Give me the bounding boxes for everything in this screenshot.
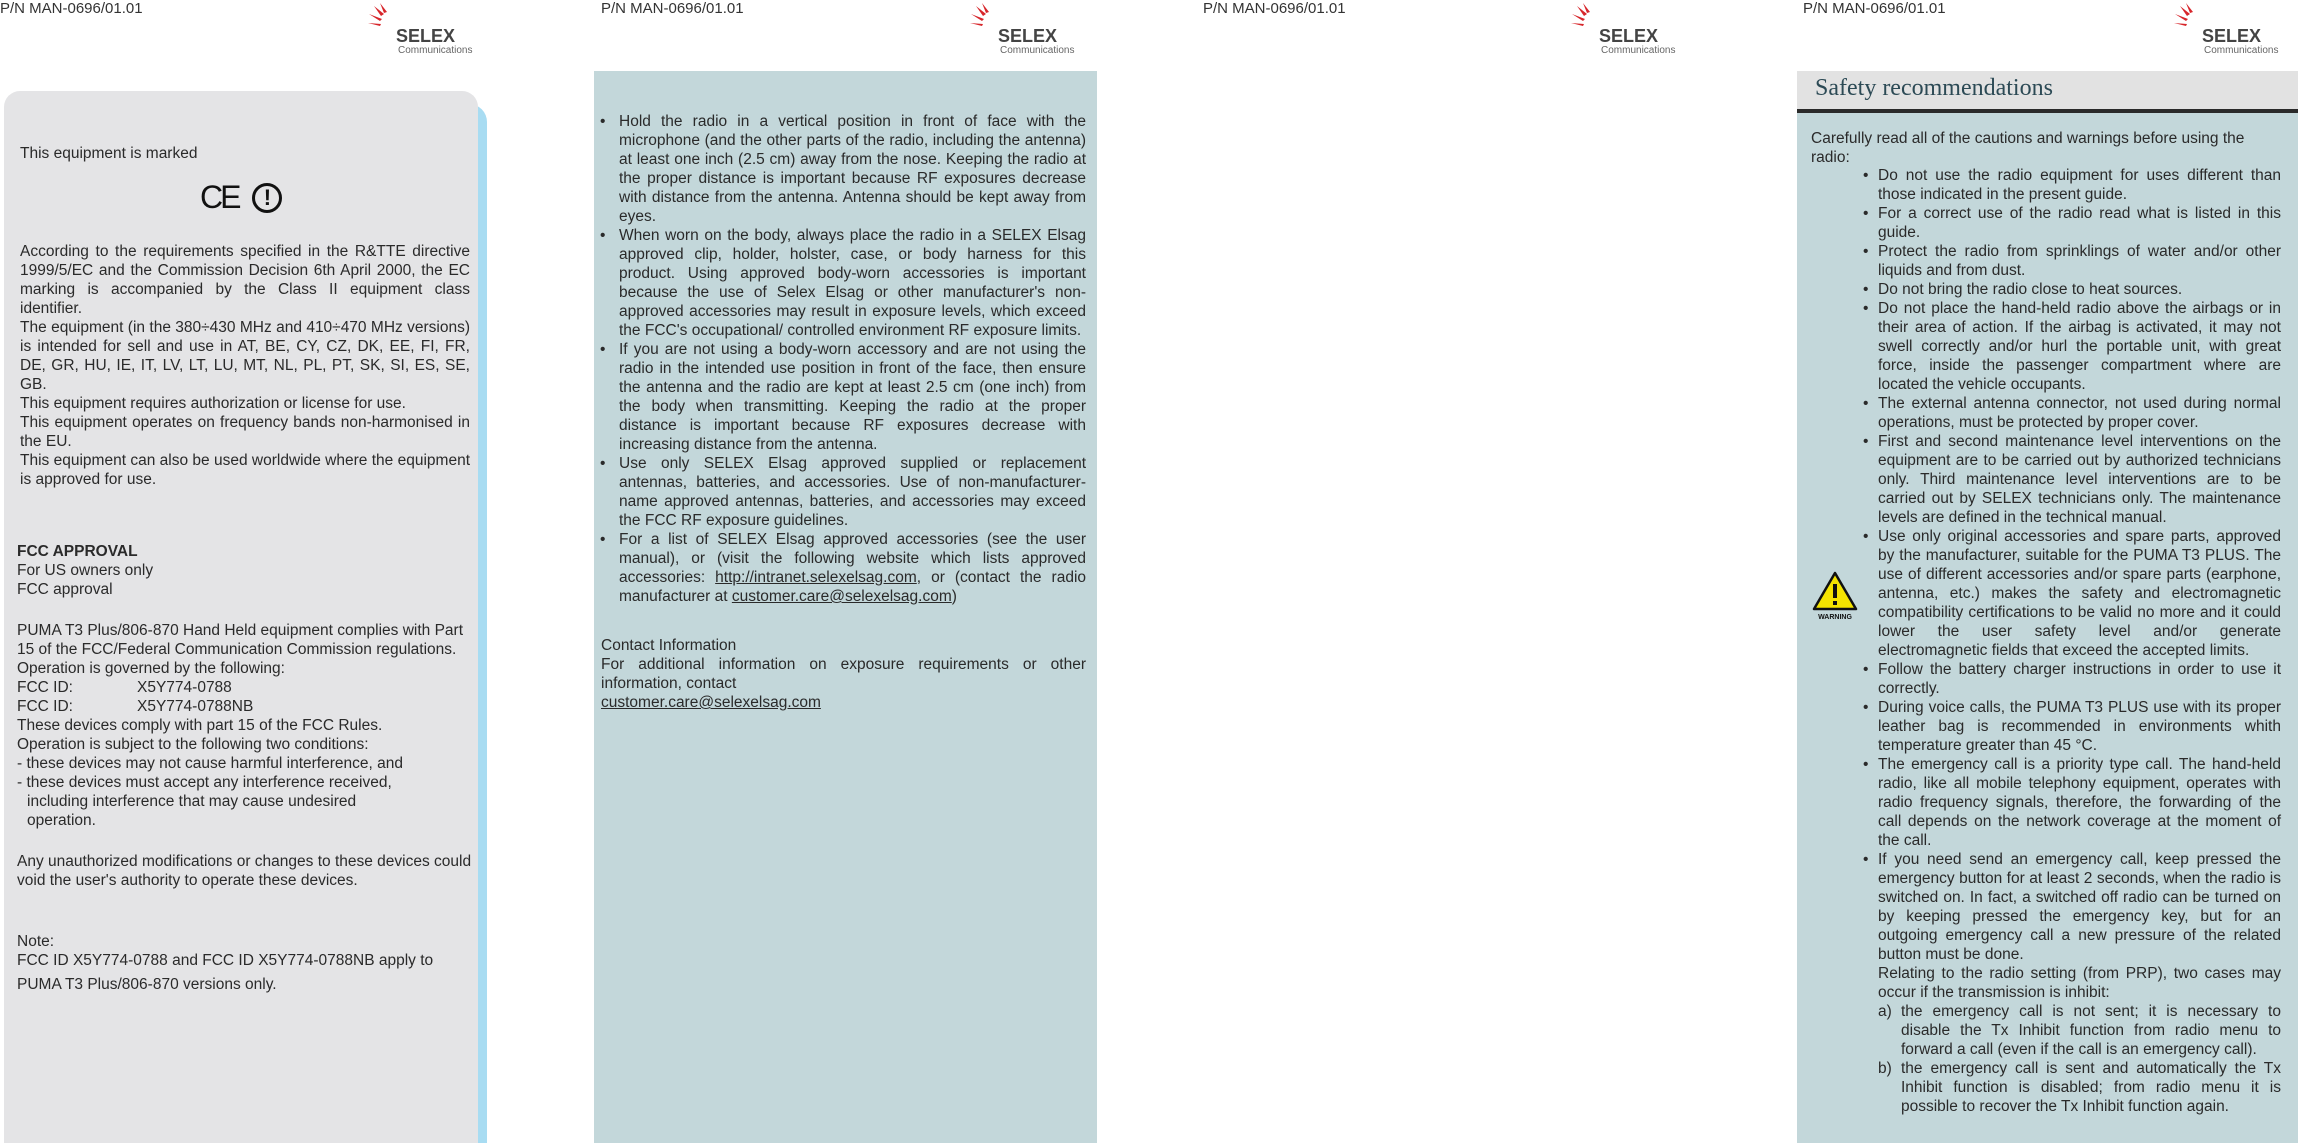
warning-icon <box>1812 571 1858 621</box>
rf-exposure-list <box>600 112 1086 606</box>
list-item: • Follow the battery charger instructions in order to use it correctly. <box>1863 660 2281 698</box>
list-item: • If you are not using a body-worn accessory and are not using the radio in the intended use position in front of the face, then ensure the antenna and the radio are kept at least 2.5 cm (one inch) from the body when transmitting. Keeping the radio at the proper distance is important because RF exposures decrease with increasing distance from the antenna. <box>600 340 1086 454</box>
list-item: • Protect the radio from sprinklings of water and/or other liquids and from dust. <box>1863 242 2281 280</box>
part-number: P/N MAN-0696/01.01 <box>601 0 744 17</box>
part-number: P/N MAN-0696/01.01 <box>0 0 143 17</box>
svg-text:Communications: Communications <box>1000 45 1075 56</box>
svg-text:SELEX: SELEX <box>1599 26 1659 46</box>
list-item: • Hold the radio in a vertical position in front of face with the microphone (and the other parts of the radio, including the antenna) at least one inch (2.5 cm) away from the nose. Keeping the radio at the proper distance is important because RF exposures decrease with distance from the antenna. Antenna should be kept away from eyes. <box>600 112 1086 226</box>
rtte-paragraph: According to the requirements specified in the R&TTE directive 1999/5/EC and the Commission Decision 6th April 2000, the EC marking is accompanied by the Class II equipment class identifier. The equipment (in the 380÷430 MHz and 410÷470 MHz versions) is intended for sell and use in AT, BE, CY, CZ, DK, EE, FI, FR, DE, GR, HU, IE, IT, LV, LT, LU, MT, NL, PL, PT, SK, SI, ES, SE, GB. This equipment requires authorization or license for use. This equipment operates on frequency bands non-harmonised in the EU. This equipment can also be used worldwide where the equipment is approved for use. <box>20 243 470 488</box>
part-number: P/N MAN-0696/01.01 <box>1803 0 1946 17</box>
contact-section: Contact Information For additional information on exposure requirements or other information, contact customer.care@selexelsag.com <box>601 637 1086 711</box>
fcc-section: FCC APPROVAL For US owners only FCC approval PUMA T3 Plus/806-870 Hand Held equipment complies with Part 15 of the FCC/Federal Communication Commission regulations. Operation is governed by the following: FCC ID: X5Y774-0788 FCC ID: X5Y774-0788NB These devices comply with part 15 of the FCC Rules. Operation is subject to the following two conditions: - these devices may not cause harmful interference, and - these devices must accept any interference received, including interference that may cause undesired operation. Any unauthorized modifications or changes to these devices could void the user's authority to operate these devices. Note: FCC ID X5Y774-0788 and FCC ID X5Y774-0788NB apply to PUMA T3 Plus/806-870 versions only. <box>17 543 472 993</box>
selex-logo <box>2170 0 2290 58</box>
ce-mark-icon: CE <box>200 179 239 215</box>
contact-title: Contact Information <box>601 637 737 654</box>
svg-text:SELEX: SELEX <box>2202 26 2262 46</box>
list-item: • If you need send an emergency call, keep pressed the emergency button for at least 2 seconds, when the radio is switched on. In fact, a switched off radio can be turned on by keeping pressed the emergency key, but for an outgoing emergency call a new pressure of the related button must be done. Relating to the radio setting (from PRP), two cases may occur if the transmission is inhibit: a) the emergency call is not sent; it is necessary to disable the Tx Inhibit function from radio menu to forward a call (even if the call is an emergency call). b) the emergency call is sent and automatically the Tx Inhibit function is disabled; from radio menu it is possible to recover the Tx Inhibit function again. <box>1863 850 2281 1116</box>
selex-logo <box>966 0 1086 58</box>
svg-text:Communications: Communications <box>2204 45 2279 56</box>
alert-mark-icon: ! <box>252 183 282 213</box>
section-title: Safety recommendations <box>1815 75 2053 101</box>
fcc-title: FCC APPROVAL <box>17 543 138 560</box>
svg-text:Communications: Communications <box>1601 45 1676 56</box>
part-number: P/N MAN-0696/01.01 <box>1203 0 1346 17</box>
list-item: • Do not bring the radio close to heat sources. <box>1863 280 2281 299</box>
list-item: • The emergency call is a priority type call. The hand-held radio, like all mobile telephony equipment, operates with radio frequency signals, therefore, the forwarding of the call depends on the network coverage at the moment of the call. <box>1863 755 2281 850</box>
safety-list <box>1863 166 2281 1116</box>
safety-intro: Carefully read all of the cautions and warnings before using the radio: <box>1811 130 2245 166</box>
list-item: • First and second maintenance level interventions on the equipment are to be carried out by authorized technicians only. Third maintenance level interventions are to be carried out by SELEX technicians only. The maintenance levels are defined in the technical manual. <box>1863 432 2281 527</box>
selex-logo <box>1567 0 1687 58</box>
svg-text:Communications: Communications <box>398 45 473 56</box>
list-item: • The external antenna connector, not used during normal operations, must be protected by proper cover. <box>1863 394 2281 432</box>
list-item: • For a list of SELEX Elsag approved accessories (see the user manual), or (visit the following website which lists approved accessories: http://intranet.selexelsag.com, or (contact the radio manufacturer at customer.care@selexelsag.com) <box>600 530 1086 606</box>
list-item: • Use only original accessories and spare parts, approved by the manufacturer, suitable for the PUMA T3 PLUS. The use of different accessories and/or spare parts (earphone, antenna, etc.) makes the safety and electromagnetic compatibility certifications to be valid no more and it could lower the user safety level and/or generate electromagnetic fields that exceed the accepted limits. <box>1863 527 2281 660</box>
list-item: • During voice calls, the PUMA T3 PLUS use with its proper leather bag is recommended in environments whith temperature greater than 45 °C. <box>1863 698 2281 755</box>
list-item: • Do not place the hand-held radio above the airbags or in their area of action. If the airbag is activated, it may not swell correctly and/or hurl the portable unit, with great force, inside the passenger compartment where are located the vehicle occupants. <box>1863 299 2281 394</box>
svg-text:SELEX: SELEX <box>998 26 1058 46</box>
svg-text:WARNING: WARNING <box>1818 614 1852 621</box>
support-email-link[interactable]: customer.care@selexelsag.com <box>731 588 952 605</box>
list-item: • Use only SELEX Elsag approved supplied or replacement antennas, batteries, and accessories. Use of non-manufacturer-name approved antennas, batteries, and accessories may exceed the FCC RF exposure guidelines. <box>600 454 1086 530</box>
accessories-link[interactable]: http://intranet.selexelsag.com <box>715 569 917 586</box>
contact-email-link[interactable]: customer.care@selexelsag.com <box>601 694 821 711</box>
case-a: a) the emergency call is not sent; it is necessary to disable the Tx Inhibit function from radio menu to forward a call (even if the call is an emergency call). <box>1878 1003 2281 1058</box>
section-header <box>1797 71 2298 113</box>
list-item: • For a correct use of the radio read what is listed in this guide. <box>1863 204 2281 242</box>
list-item: • When worn on the body, always place the radio in a SELEX Elsag approved clip, holder, holster, case, or body harness for this product. Using approved body-worn accessories is important because the use of Selex Elsag or other manufacturer's non-approved accessories may result in exposure levels, which exceed the FCC's occupational/ controlled environment RF exposure limits. <box>600 226 1086 340</box>
compliance-marks <box>200 179 282 216</box>
svg-text:SELEX: SELEX <box>396 26 456 46</box>
case-b: b) the emergency call is sent and automatically the Tx Inhibit function is disabled; from radio menu it is possible to recover the Tx Inhibit function again. <box>1878 1060 2281 1115</box>
list-item: • Do not use the radio equipment for uses different than those indicated in the present guide. <box>1863 166 2281 204</box>
marked-text: This equipment is marked <box>20 145 198 162</box>
selex-logo <box>364 0 484 58</box>
